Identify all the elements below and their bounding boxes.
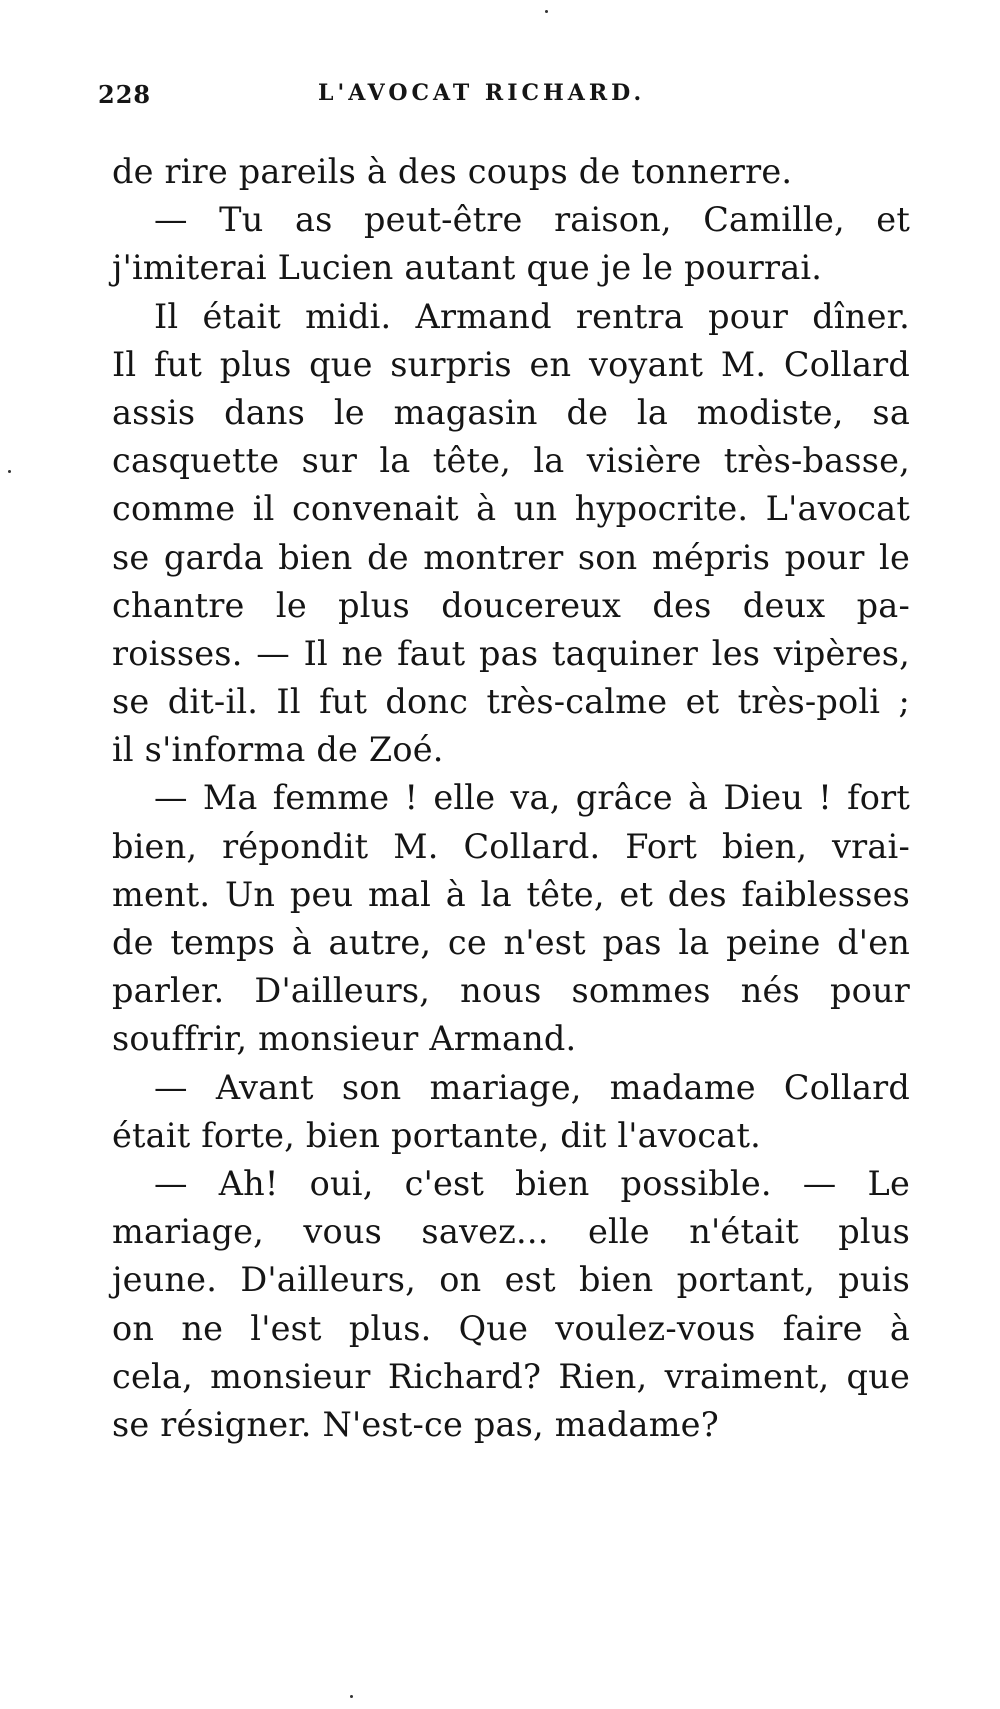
text-line: assis dans le magasin de la modiste, sa xyxy=(112,392,910,432)
text-line: était forte, bien portante, dit l'avocat. xyxy=(112,1115,761,1155)
text-line: roisses. — Il ne faut pas taquiner les vipères, xyxy=(112,633,910,673)
text-line: cela, monsieur Richard? Rien, vraiment, que xyxy=(112,1356,910,1396)
text-line: se garda bien de montrer son mépris pour le xyxy=(112,537,910,577)
text-line: ment. Un peu mal à la tête, et des faiblesses xyxy=(112,874,910,914)
text-line: Il était midi. Armand rentra pour dîner. xyxy=(154,296,910,336)
body-text xyxy=(112,148,910,1449)
text-line: parler. D'ailleurs, nous sommes nés pour xyxy=(112,971,910,1011)
paper-speck xyxy=(350,1695,353,1698)
text-line: se dit-il. Il fut donc très-calme et très-poli ; xyxy=(112,682,910,722)
text-line: — Ma femme ! elle va, grâce à Dieu ! fort xyxy=(154,778,910,818)
text-line: casquette sur la tête, la visière très-basse, xyxy=(112,441,910,481)
page-header xyxy=(98,80,898,116)
page-number: 228 xyxy=(98,80,152,109)
text-line: de temps à autre, ce n'est pas la peine d'en xyxy=(112,923,910,962)
text-line: — Ah! oui, c'est bien possible. — Le xyxy=(154,1163,910,1203)
text-line: — Tu as peut-être raison, Camille, et xyxy=(154,200,910,240)
text-line: souffrir, monsieur Armand. xyxy=(112,1019,577,1059)
text-line: comme il convenait à un hypocrite. L'avocat xyxy=(112,489,910,529)
paper-speck xyxy=(8,470,11,473)
text-line: se résigner. N'est-ce pas, madame? xyxy=(112,1404,719,1444)
text-line: — Avant son mariage, madame Collard xyxy=(154,1067,910,1107)
text-line: jeune. D'ailleurs, on est bien portant, puis xyxy=(112,1260,910,1300)
text-line: mariage, vous savez... elle n'était plus xyxy=(112,1212,910,1252)
running-title: L'AVOCAT RICHARD. xyxy=(318,80,646,106)
text-line: bien, répondit M. Collard. Fort bien, vrai- xyxy=(112,826,910,866)
text-line: j'imiterai Lucien autant que je le pourrai. xyxy=(112,248,823,288)
text-line: chantre le plus doucereux des deux pa- xyxy=(112,585,910,625)
text-line: de rire pareils à des coups de tonnerre. xyxy=(112,152,793,191)
text-line: on ne l'est plus. Que voulez-vous faire à xyxy=(112,1308,910,1348)
text-line: Il fut plus que surpris en voyant M. Collard xyxy=(112,344,910,384)
text-line: il s'informa de Zoé. xyxy=(112,730,444,770)
paper-speck xyxy=(545,10,548,13)
